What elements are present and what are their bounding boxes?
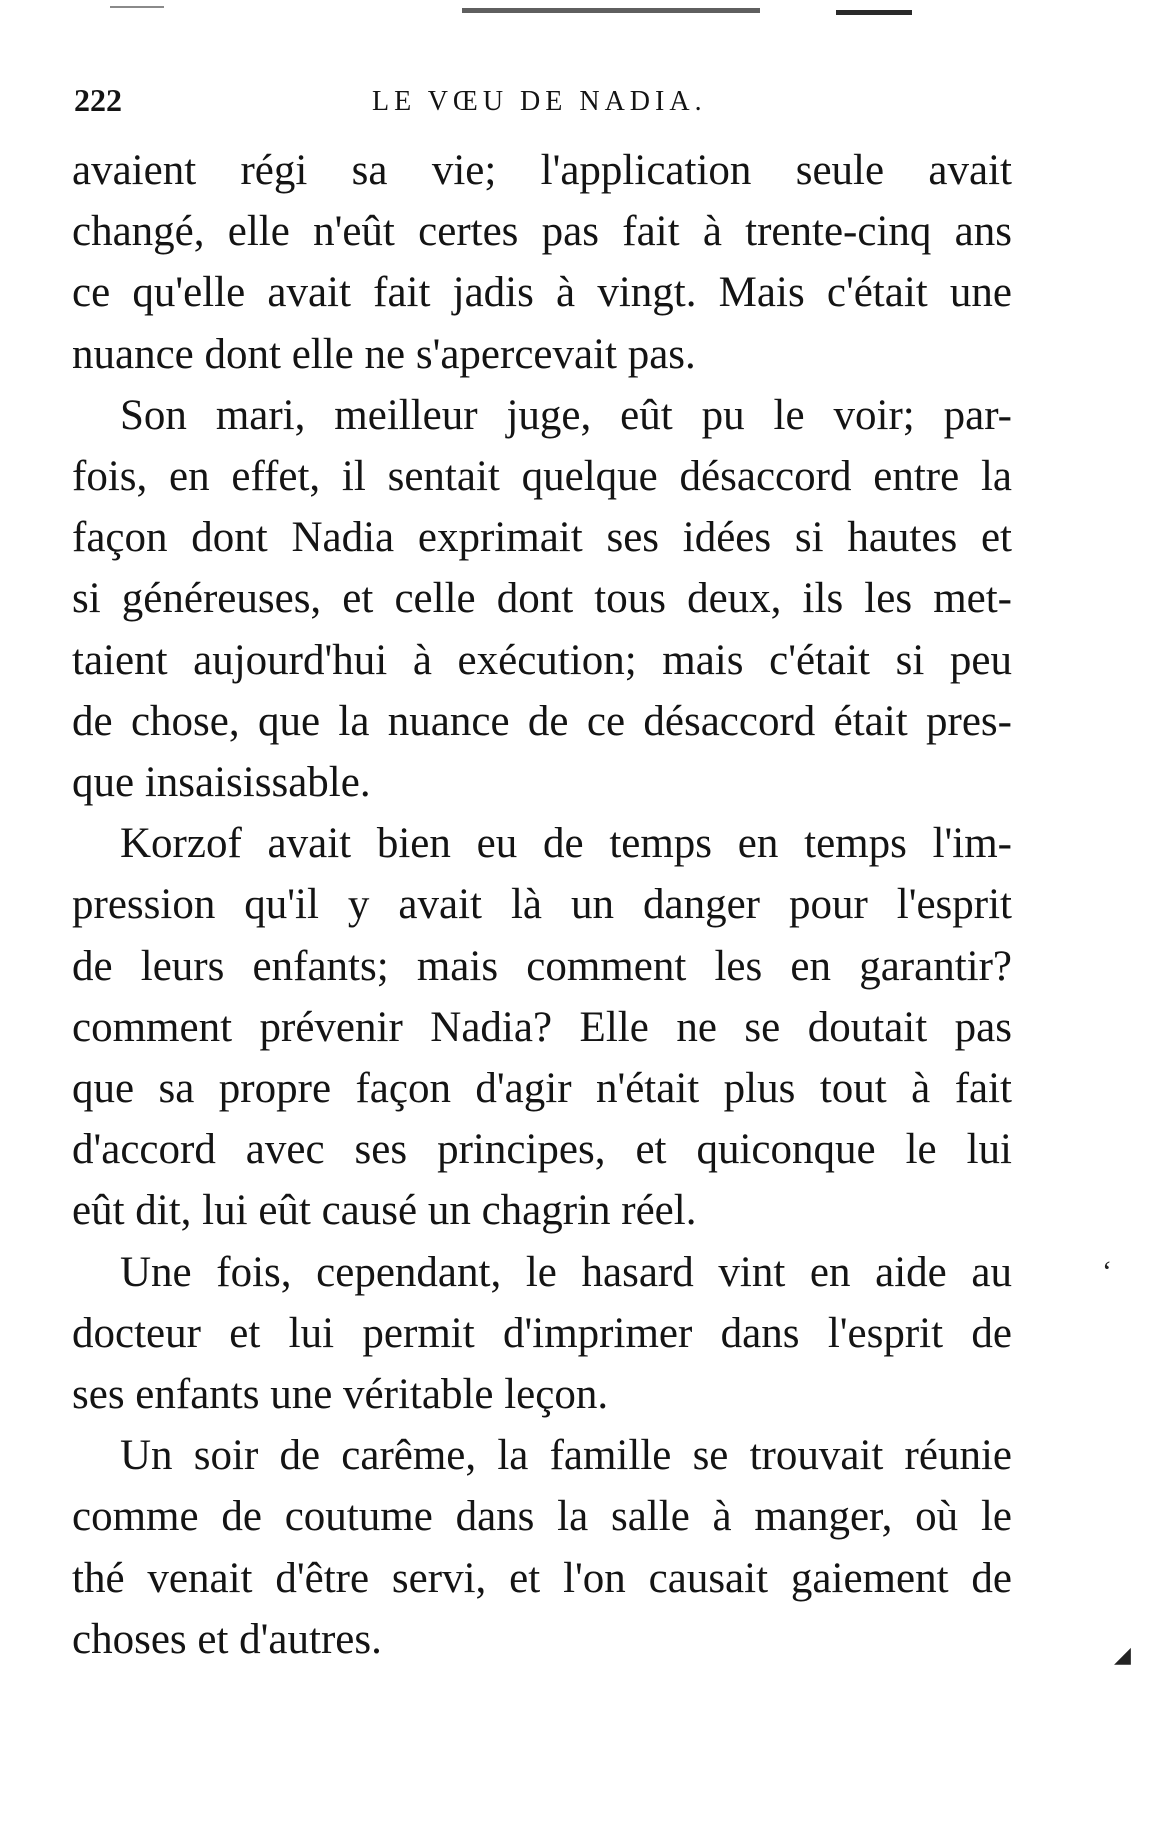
text-line: Korzof avait bien eu de temps en temps l'im- — [120, 820, 1012, 868]
text-line: que sa propre façon d'agir n'était plus tout à fait — [72, 1065, 1012, 1113]
text-line: choses et d'autres. — [72, 1615, 382, 1663]
text-line: façon dont Nadia exprimait ses idées si hautes et — [72, 514, 1012, 562]
text-line: si généreuses, et celle dont tous deux, ils les met- — [72, 575, 1012, 623]
book-title: LE VŒU DE NADIA. — [372, 86, 707, 117]
text-line: nuance dont elle ne s'apercevait pas. — [72, 330, 696, 378]
text-line: Son mari, meilleur juge, eût pu le voir; par- — [120, 391, 1012, 439]
paragraph — [72, 1425, 1012, 1670]
scan-artifact-top-center — [462, 8, 760, 13]
margin-mark: ◢ — [1114, 1642, 1131, 1667]
text-line: d'accord avec ses principes, et quiconque le lui — [72, 1126, 1012, 1174]
paragraph — [72, 385, 1012, 813]
text-line: Une fois, cependant, le hasard vint en aide au — [120, 1248, 1012, 1296]
paragraph — [72, 813, 1012, 1241]
text-line: Un soir de carême, la famille se trouvait réunie — [120, 1432, 1012, 1480]
text-line: avaient régi sa vie; l'application seule avait — [72, 147, 1012, 194]
text-line: eût dit, lui eût causé un chagrin réel. — [72, 1187, 697, 1235]
page-number: 222 — [74, 82, 122, 118]
paragraph — [72, 140, 1012, 385]
scan-artifact-top-left — [110, 6, 164, 8]
text-line: taient aujourd'hui à exécution; mais c'était si peu — [72, 636, 1012, 684]
text-line: fois, en effet, il sentait quelque désaccord entre la — [72, 453, 1012, 501]
text-line: changé, elle n'eût certes pas fait à trente-cinq ans — [72, 208, 1012, 256]
text-line: de chose, que la nuance de ce désaccord était pres- — [72, 697, 1012, 745]
text-line: pression qu'il y avait là un danger pour l'esprit — [72, 881, 1012, 929]
text-line: thé venait d'être servi, et l'on causait gaiement de — [72, 1554, 1012, 1602]
body-text — [72, 140, 1012, 1670]
text-line: ce qu'elle avait fait jadis à vingt. Mais c'était une — [72, 269, 1012, 317]
text-line: comment prévenir Nadia? Elle ne se doutait pas — [72, 1003, 1012, 1051]
paragraph — [72, 1242, 1012, 1426]
text-line: de leurs enfants; mais comment les en garantir? — [72, 942, 1012, 990]
text-line: que insaisissable. — [72, 759, 371, 807]
text-line: docteur et lui permit d'imprimer dans l'esprit de — [72, 1309, 1012, 1357]
text-line: comme de coutume dans la salle à manger, où le — [72, 1493, 1012, 1541]
scan-artifact-top-right — [836, 10, 912, 15]
text-line: ses enfants une véritable leçon. — [72, 1371, 609, 1419]
margin-mark: ‘ — [1102, 1255, 1112, 1288]
running-head — [72, 82, 1012, 126]
